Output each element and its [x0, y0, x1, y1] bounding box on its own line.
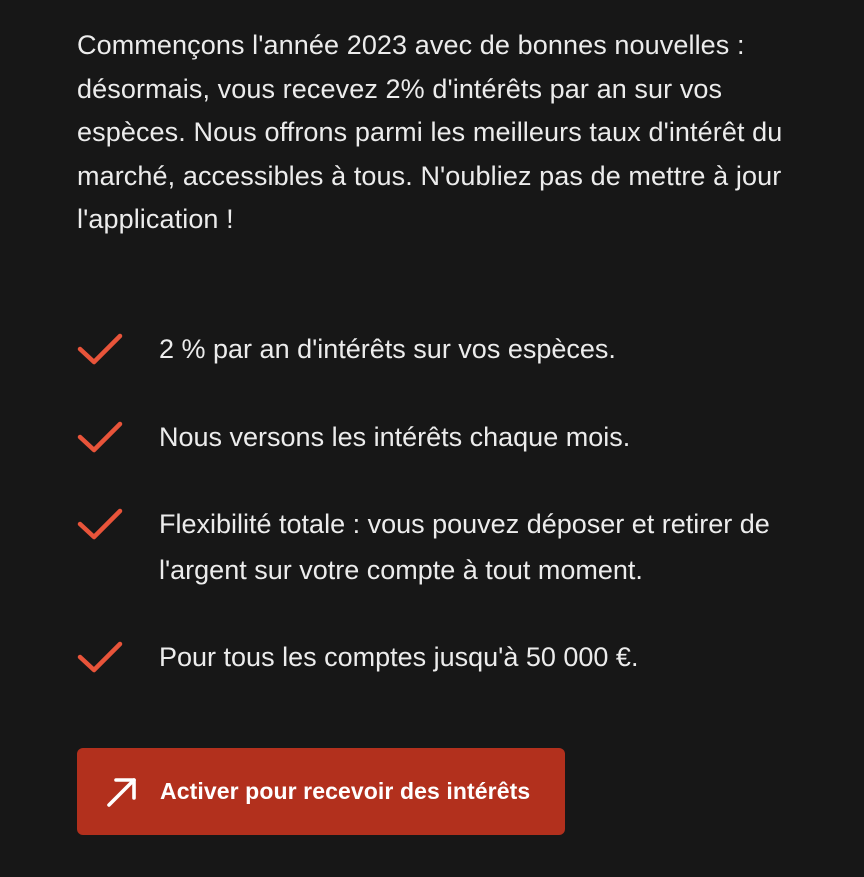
feature-item	[77, 414, 837, 460]
checkmark-icon	[77, 640, 123, 676]
activate-interest-button[interactable]	[77, 748, 565, 835]
checkmark-icon	[77, 420, 123, 456]
intro-paragraph: Commençons l'année 2023 avec de bonnes nouvelles : désormais, vous recevez 2% d'intérêts par an sur vos espèces. Nous offrons parmi les meilleurs taux d'intérêt du marché, accessibles à tous. N'oubliez pas de mettre à jour l'application !	[77, 30, 783, 234]
activate-interest-label: Activer pour recevoir des intérêts	[160, 778, 531, 804]
feature-text: Nous versons les intérêts chaque mois.	[159, 422, 631, 452]
feature-text: Flexibilité totale : vous pouvez déposer et retirer de l'argent sur votre compte à tout moment.	[159, 509, 770, 585]
checkmark-icon	[77, 507, 123, 543]
feature-item	[77, 634, 837, 680]
feature-text: 2 % par an d'intérêts sur vos espèces.	[159, 334, 616, 364]
checkmark-icon	[77, 332, 123, 368]
feature-item	[77, 326, 837, 372]
arrow-up-right-icon	[104, 774, 140, 810]
feature-item	[77, 501, 837, 593]
feature-text: Pour tous les comptes jusqu'à 50 000 €.	[159, 642, 639, 672]
